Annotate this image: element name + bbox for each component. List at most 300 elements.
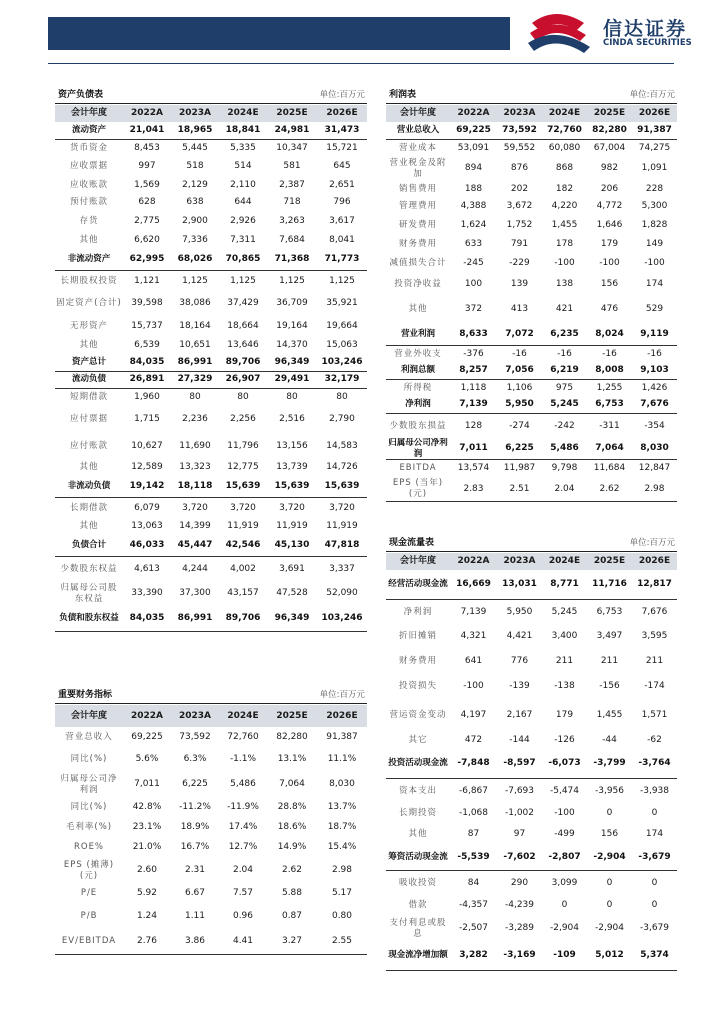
- row-label: 同比(%): [70, 754, 108, 765]
- table-row: [386, 181, 677, 198]
- column-header-fiscal-year: 会计年度: [399, 556, 436, 567]
- column-header-year: 2024E: [548, 108, 581, 119]
- cell-value: 202: [510, 184, 529, 195]
- cell-value: 36,709: [276, 298, 308, 309]
- row-label: 应收账款: [69, 180, 108, 191]
- cell-value: 11,796: [227, 441, 259, 452]
- cell-value: -100: [644, 258, 665, 269]
- cell-value: 5.17: [331, 888, 353, 899]
- cell-value: -3,938: [639, 785, 669, 796]
- table-row: [386, 599, 677, 624]
- cell-value: 69,225: [450, 122, 497, 139]
- table-row: [386, 803, 677, 824]
- cell-value: 80: [189, 391, 201, 402]
- row-label: 其他: [79, 462, 99, 473]
- cell-value: 6.3%: [183, 754, 207, 765]
- cell-value: 2,900: [182, 216, 208, 227]
- row-label: 其他: [79, 521, 99, 532]
- cell-value: 1.11: [184, 911, 206, 922]
- cell-value: 2,790: [329, 414, 355, 425]
- cell-value: 5.92: [136, 888, 158, 899]
- cell-value: 14,726: [326, 462, 358, 473]
- cell-value: 2.51: [497, 477, 542, 502]
- table-row: [55, 388, 367, 405]
- cell-value: -100: [554, 808, 575, 819]
- cell-value: 1,455: [551, 220, 578, 231]
- cell-value: 60,080: [548, 142, 581, 153]
- column-header-year: 2022A: [457, 108, 490, 119]
- row-label: 固定资产(合计): [56, 298, 122, 309]
- brand-name-cn: 信达证券: [603, 18, 688, 40]
- cell-value: 413: [510, 304, 529, 315]
- cell-value: -11.9%: [227, 801, 259, 812]
- cell-value: 13,646: [227, 340, 259, 351]
- cell-value: 103,246: [317, 354, 367, 371]
- row-label: EPS (摊薄)(元): [63, 860, 115, 881]
- table-row: [55, 556, 367, 581]
- cell-value: 13,739: [276, 462, 308, 473]
- table-row: [55, 270, 367, 291]
- row-label: 应付账款: [69, 441, 108, 452]
- cell-value: 3,720: [329, 502, 355, 513]
- cell-value: 8,453: [134, 142, 160, 153]
- cell-value: 14,399: [179, 521, 211, 532]
- table-row: [55, 316, 367, 337]
- cell-value: 290: [510, 877, 529, 888]
- row-label: 净利润: [403, 606, 433, 617]
- financial-table: [386, 553, 677, 971]
- cell-value: 13,574: [457, 463, 490, 473]
- column-header-year: 2024E: [227, 710, 259, 721]
- cell-value: 13,156: [276, 441, 308, 452]
- cell-value: 2,236: [182, 414, 208, 425]
- cell-value: 3,595: [641, 631, 668, 642]
- table-row: [386, 870, 677, 895]
- cell-value: 1,828: [641, 220, 668, 231]
- cell-value: -100: [599, 258, 620, 269]
- cell-value: 0: [651, 808, 658, 819]
- cell-value: 13.1%: [277, 754, 307, 765]
- cell-value: 103,246: [317, 606, 367, 631]
- table-row: [55, 817, 367, 837]
- column-header-year: 2025E: [276, 108, 308, 119]
- column-header-year: 2025E: [593, 108, 626, 119]
- cell-value: 211: [555, 656, 574, 667]
- cell-value: 644: [234, 197, 252, 208]
- cell-value: -16: [557, 348, 572, 359]
- cell-value: -2,904: [587, 845, 632, 870]
- cell-value: 2.62: [281, 865, 303, 876]
- cell-value: -7,602: [497, 845, 542, 870]
- row-label: EBITDA: [399, 463, 437, 473]
- table-row: [386, 895, 677, 916]
- table-row: [55, 476, 367, 497]
- table-header-row: [55, 105, 367, 122]
- table-row: [386, 156, 677, 181]
- cell-value: 97: [513, 829, 526, 840]
- cell-value: 1,426: [641, 382, 668, 393]
- cell-value: -6,073: [542, 749, 587, 778]
- row-label: 负债合计: [55, 535, 123, 556]
- row-label: 财务费用: [398, 239, 437, 250]
- cell-value: 7,064: [587, 438, 632, 460]
- cell-value: -2,904: [594, 923, 624, 934]
- column-header-year: 2025E: [593, 556, 626, 567]
- cell-value: 1,624: [460, 220, 487, 231]
- cell-value: 4,197: [460, 710, 487, 721]
- row-label: 短期借款: [69, 391, 108, 402]
- cell-value: 9,798: [551, 463, 578, 473]
- cell-value: 15,639: [317, 476, 367, 497]
- cell-value: 18,841: [219, 122, 267, 139]
- row-label: EPS (当年)(元): [386, 477, 450, 502]
- row-label: 其他: [79, 340, 99, 351]
- cell-value: 96,349: [267, 354, 317, 371]
- column-header-year: 2023A: [503, 556, 536, 567]
- cell-value: 179: [555, 710, 574, 721]
- cell-value: 8,257: [450, 362, 497, 379]
- column-header-year: 2022A: [130, 710, 163, 721]
- panel-title: 现金流量表: [389, 538, 435, 548]
- cell-value: 84: [467, 877, 480, 888]
- cell-value: 3,497: [596, 631, 623, 642]
- row-label: 归属母公司净利润: [60, 774, 118, 795]
- cell-value: 11,716: [587, 570, 632, 599]
- row-label: 营业总收入: [65, 731, 113, 742]
- unit-label: 单位:百万元: [319, 690, 365, 700]
- cell-value: 1,455: [596, 710, 623, 721]
- cell-value: -4,357: [458, 900, 488, 911]
- cell-value: 11.1%: [327, 754, 357, 765]
- cell-value: 70,865: [219, 249, 267, 270]
- cell-value: -3,169: [497, 941, 542, 970]
- cell-value: 138: [555, 279, 574, 290]
- cell-value: 62,995: [123, 249, 171, 270]
- cell-value: 211: [645, 656, 664, 667]
- row-label: 研发费用: [398, 220, 437, 231]
- cell-value: 4,321: [460, 631, 487, 642]
- row-label: 其它: [408, 735, 428, 746]
- cell-value: -354: [644, 420, 665, 431]
- cell-value: 12,775: [227, 462, 259, 473]
- row-label: 营业成本: [398, 142, 437, 153]
- cell-value: 8,024: [587, 324, 632, 345]
- cell-value: 1,121: [134, 275, 160, 286]
- cell-value: 628: [138, 197, 156, 208]
- cell-value: -245: [463, 258, 484, 269]
- cell-value: 11,919: [326, 521, 358, 532]
- cell-value: 3.86: [171, 929, 219, 954]
- cell-value: 876: [510, 163, 529, 174]
- cell-value: 6,079: [134, 502, 160, 513]
- cell-value: -274: [509, 420, 530, 431]
- cell-value: 6,753: [587, 396, 632, 413]
- table-row: [55, 337, 367, 354]
- cash-flow-panel: [386, 536, 677, 960]
- cell-value: -1,068: [458, 808, 488, 819]
- row-label: 营运资金变动: [389, 710, 447, 721]
- cell-value: 7,064: [279, 779, 305, 790]
- cell-value: 18,118: [171, 476, 219, 497]
- table-row: [55, 606, 367, 631]
- cell-value: 1,125: [279, 275, 305, 286]
- cell-value: -376: [463, 348, 484, 359]
- table-row: [55, 177, 367, 194]
- cell-value: -16: [647, 348, 662, 359]
- cell-value: 8,030: [329, 779, 355, 790]
- cell-value: 14.9%: [277, 842, 307, 853]
- cell-value: 3,720: [279, 502, 305, 513]
- column-header-year: 2026E: [638, 108, 671, 119]
- panel-title: 利润表: [389, 90, 417, 100]
- cell-value: 73,592: [179, 731, 211, 742]
- cell-value: 18.6%: [277, 821, 307, 832]
- cell-value: 7,139: [450, 396, 497, 413]
- cell-value: 7,336: [182, 235, 208, 246]
- cell-value: 72,760: [542, 122, 587, 139]
- cell-value: 37,300: [179, 588, 211, 599]
- cell-value: 14,583: [326, 441, 358, 452]
- column-header-year: 2024E: [227, 108, 259, 119]
- cell-value: 23.1%: [132, 821, 162, 832]
- row-label: 流动资产: [55, 122, 123, 139]
- cell-value: 7,011: [450, 438, 497, 460]
- row-label: 流动负债: [55, 371, 123, 388]
- cell-value: 37,429: [227, 298, 259, 309]
- cell-value: 73,592: [497, 122, 542, 139]
- cell-value: 975: [555, 382, 574, 393]
- cell-value: 0: [561, 900, 568, 911]
- cell-value: 5,445: [182, 142, 208, 153]
- cell-value: 47,818: [317, 535, 367, 556]
- panel-title-bar: [386, 536, 677, 552]
- cell-value: 68,026: [171, 249, 219, 270]
- cell-value: -156: [599, 681, 620, 692]
- cell-value: -174: [644, 681, 665, 692]
- row-label: 筹资活动现金流: [386, 845, 450, 870]
- cell-value: 6,539: [134, 340, 160, 351]
- table-row: [386, 477, 677, 502]
- cell-value: 9,103: [632, 362, 677, 379]
- cell-value: 26,891: [123, 371, 171, 388]
- cell-value: -499: [554, 829, 575, 840]
- row-label: 投资损失: [398, 681, 437, 692]
- cell-value: 26,907: [219, 371, 267, 388]
- key-indicators-panel: [55, 672, 367, 958]
- panel-title-bar: [55, 672, 367, 704]
- cell-value: 179: [600, 239, 619, 250]
- cell-value: 11,684: [593, 463, 626, 473]
- cell-value: -6,867: [458, 785, 488, 796]
- row-label: 营业税金及附加: [389, 158, 447, 179]
- cell-value: 5,950: [506, 606, 533, 617]
- table-row: [55, 535, 367, 556]
- column-header-year: 2025E: [276, 710, 308, 721]
- cell-value: 18.7%: [327, 821, 357, 832]
- cell-value: 2,775: [134, 216, 160, 227]
- cell-value: -11.2%: [179, 801, 211, 812]
- row-label: 资本支出: [398, 785, 437, 796]
- table-row: [386, 345, 677, 362]
- panel-title: 重要财务指标: [58, 690, 113, 700]
- column-header-year: 2022A: [457, 556, 490, 567]
- cell-value: 2,129: [182, 180, 208, 191]
- cell-value: 1,715: [134, 414, 160, 425]
- cell-value: 0.87: [281, 911, 303, 922]
- row-label: EV/EBITDA: [55, 929, 123, 954]
- column-header-year: 2023A: [178, 710, 211, 721]
- cell-value: 45,447: [171, 535, 219, 556]
- cell-value: 18,164: [179, 321, 211, 332]
- unit-label: 单位:百万元: [629, 538, 675, 548]
- table-row: [55, 459, 367, 476]
- cell-value: 1,091: [641, 163, 668, 174]
- cell-value: 35,921: [326, 298, 358, 309]
- column-header-year: 2022A: [130, 108, 163, 119]
- table-row: [55, 904, 367, 929]
- cell-value: 3,617: [329, 216, 355, 227]
- cell-value: -5,539: [450, 845, 497, 870]
- row-label: 应收票据: [69, 161, 108, 172]
- cell-value: 47,528: [276, 588, 308, 599]
- cell-value: 9,119: [632, 324, 677, 345]
- cell-value: 7,139: [460, 606, 487, 617]
- cell-value: 139: [510, 279, 529, 290]
- cell-value: 2,926: [230, 216, 256, 227]
- cell-value: 4,220: [551, 201, 578, 212]
- cell-value: 12,817: [632, 570, 677, 599]
- row-label: 同比(%): [70, 801, 108, 812]
- row-label: 归属母公司股东权益: [60, 583, 118, 604]
- cell-value: 80: [336, 391, 348, 402]
- cell-value: 19,142: [123, 476, 171, 497]
- row-label: 利润总额: [386, 362, 450, 379]
- cell-value: 16.7%: [180, 842, 210, 853]
- cell-value: 2.76: [123, 929, 171, 954]
- cell-value: 82,280: [587, 122, 632, 139]
- cell-value: -3,799: [587, 749, 632, 778]
- table-row: [386, 941, 677, 970]
- table-row: [386, 122, 677, 139]
- cell-value: 581: [283, 161, 301, 172]
- cell-value: 4,421: [506, 631, 533, 642]
- cell-value: 1,646: [596, 220, 623, 231]
- row-label: 经营活动现金流: [386, 570, 450, 599]
- cell-value: 4.41: [219, 929, 267, 954]
- cell-value: 1,125: [182, 275, 208, 286]
- cell-value: 80: [237, 391, 249, 402]
- row-label: 销售费用: [398, 184, 437, 195]
- row-label: 吸收投资: [398, 877, 437, 888]
- table-row: [55, 371, 367, 388]
- table-row: [386, 732, 677, 749]
- cell-value: 53,091: [457, 142, 490, 153]
- panel-title-bar: [55, 88, 367, 104]
- cell-value: 0.96: [232, 911, 254, 922]
- cell-value: 19,164: [276, 321, 308, 332]
- row-label: 资产总计: [55, 354, 123, 371]
- cell-value: 29,491: [267, 371, 317, 388]
- cell-value: 791: [510, 239, 529, 250]
- table-row: [386, 438, 677, 460]
- cell-value: 13,323: [179, 462, 211, 473]
- unit-label: 单位:百万元: [319, 90, 365, 100]
- column-header-fiscal-year: 会计年度: [399, 108, 436, 119]
- cell-value: 1.24: [136, 911, 158, 922]
- cell-value: -16: [602, 348, 617, 359]
- cell-value: -62: [647, 735, 662, 746]
- table-row: [386, 413, 677, 438]
- cell-value: 4,002: [230, 563, 256, 574]
- row-label: 存货: [79, 216, 99, 227]
- row-label: P/B: [80, 911, 98, 922]
- table-row: [55, 156, 367, 177]
- cell-value: 5,245: [551, 606, 578, 617]
- cell-value: 7,011: [134, 779, 160, 790]
- cell-value: 91,387: [632, 122, 677, 139]
- cell-value: 74,275: [638, 142, 671, 153]
- table-row: [386, 824, 677, 845]
- cell-value: 1,125: [329, 275, 355, 286]
- table-row: [386, 324, 677, 345]
- cell-value: 421: [555, 304, 574, 315]
- cell-value: 46,033: [123, 535, 171, 556]
- cinda-logo-icon: [526, 9, 596, 55]
- cell-value: 1,571: [641, 710, 668, 721]
- cell-value: 17.4%: [228, 821, 258, 832]
- cell-value: 8,008: [587, 362, 632, 379]
- row-label: 少数股东权益: [60, 563, 118, 574]
- cell-value: 87: [467, 829, 480, 840]
- row-label: 无形资产: [69, 321, 108, 332]
- cell-value: -1,002: [504, 808, 534, 819]
- cell-value: 11,690: [179, 441, 211, 452]
- cell-value: 1,569: [134, 180, 160, 191]
- cell-value: 529: [645, 304, 664, 315]
- cell-value: 472: [464, 735, 483, 746]
- table-row: [55, 211, 367, 232]
- cell-value: 2.04: [232, 865, 254, 876]
- cell-value: 1,125: [230, 275, 256, 286]
- cell-value: 11,919: [276, 521, 308, 532]
- cell-value: 174: [645, 829, 664, 840]
- cell-value: 3,400: [551, 631, 578, 642]
- cell-value: 0: [651, 877, 658, 888]
- cell-value: 6,753: [596, 606, 623, 617]
- cell-value: -139: [509, 681, 530, 692]
- cell-value: -5,474: [549, 785, 579, 796]
- cell-value: 71,773: [317, 249, 367, 270]
- cell-value: 776: [510, 656, 529, 667]
- row-label: 财务费用: [398, 656, 437, 667]
- cell-value: 91,387: [326, 731, 358, 742]
- cell-value: -1.1%: [229, 754, 257, 765]
- cell-value: 8,030: [632, 438, 677, 460]
- row-label: 营业总收入: [386, 122, 450, 139]
- row-label: 毛利率(%): [65, 821, 113, 832]
- table-row: [386, 362, 677, 379]
- page-header: [0, 0, 724, 72]
- cell-value: 13,031: [497, 570, 542, 599]
- cell-value: 2.98: [632, 477, 677, 502]
- cell-value: -4,239: [504, 900, 534, 911]
- cell-value: 894: [464, 163, 483, 174]
- cell-value: 2,167: [506, 710, 533, 721]
- cell-value: -100: [554, 258, 575, 269]
- cell-value: 42.8%: [132, 801, 162, 812]
- row-label: 所得税: [403, 382, 433, 393]
- cell-value: 514: [234, 161, 252, 172]
